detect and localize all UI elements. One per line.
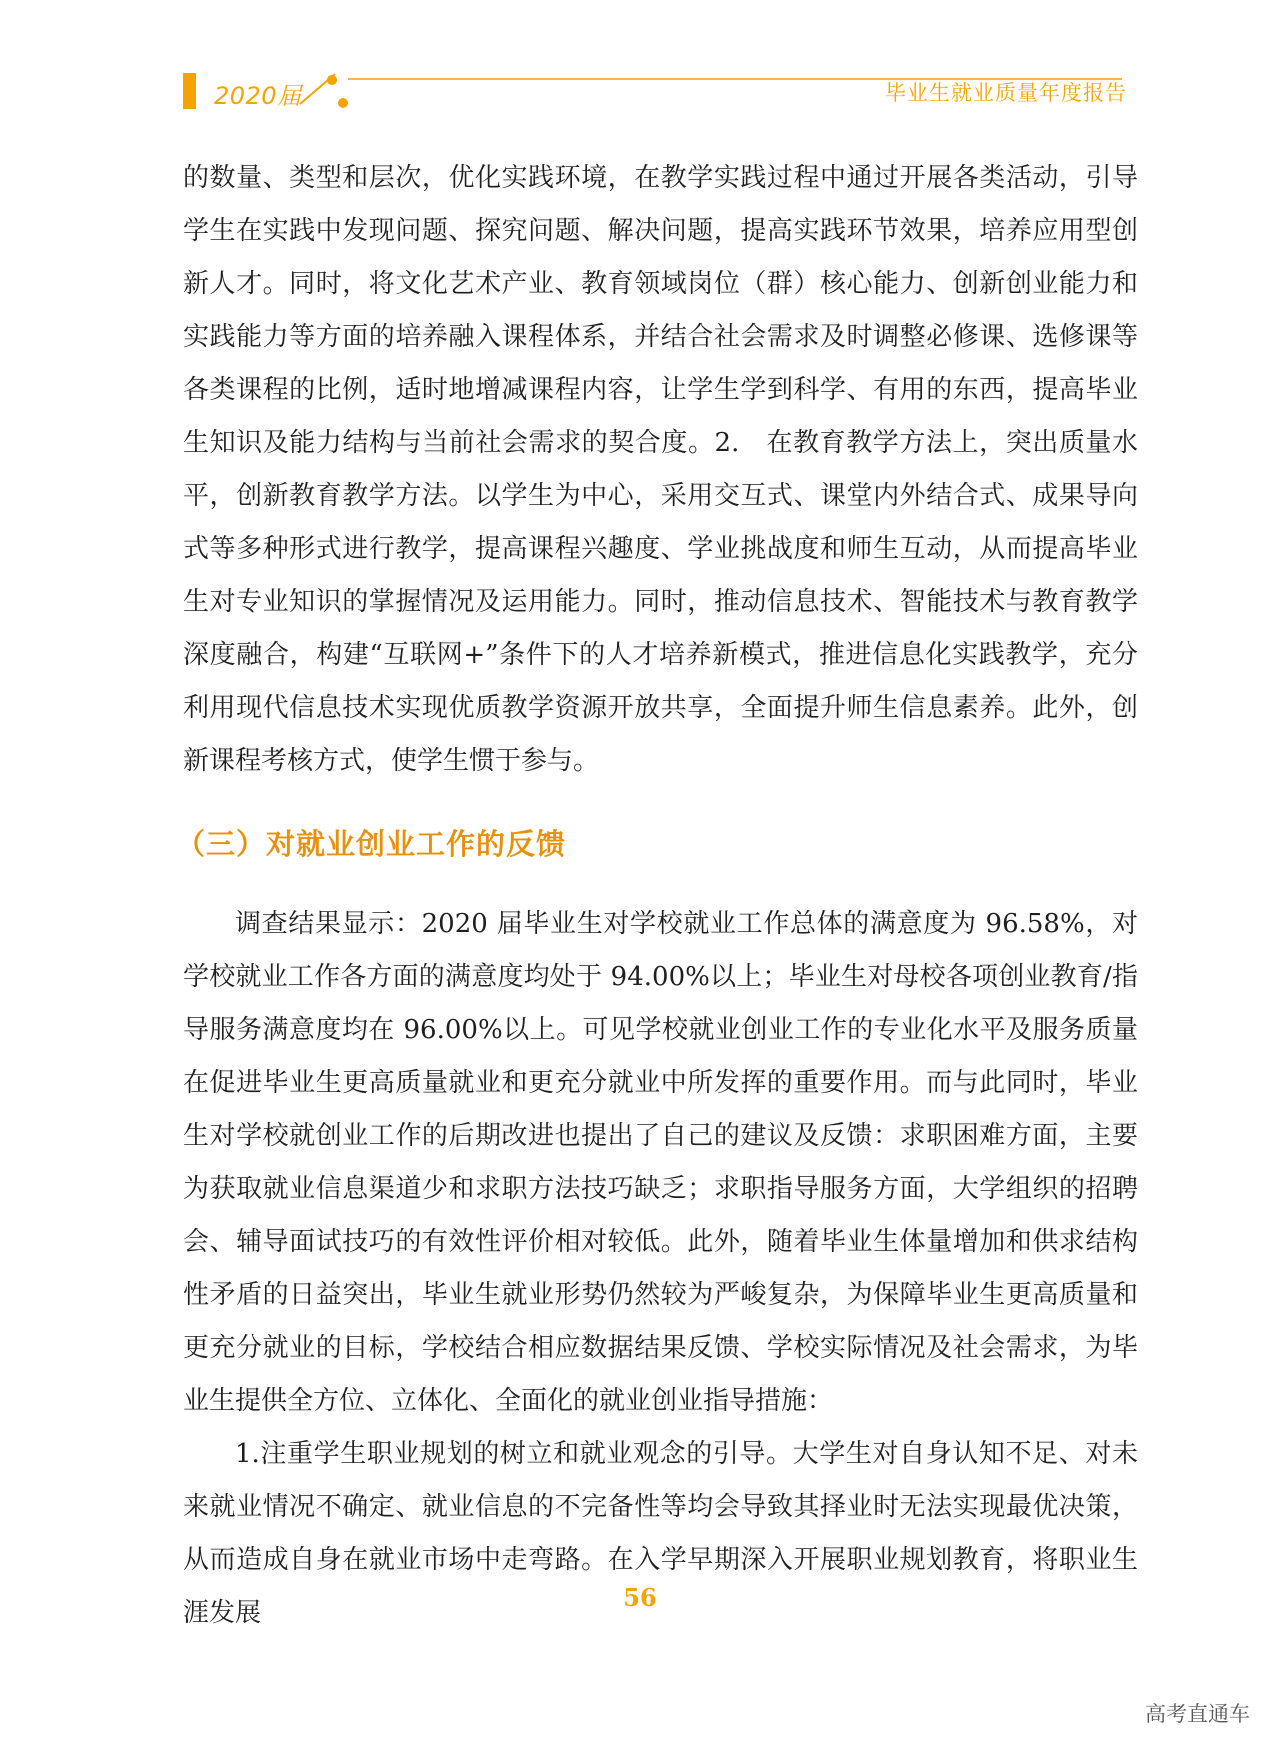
page-content — [176, 152, 1138, 1640]
header-year-label: 2020届 — [214, 82, 302, 110]
page-number: 56 — [623, 1583, 657, 1612]
measure-paragraph: 1.注重学生职业规划的树立和就业观念的引导。大学生对自身认知不足、对未来就业情况不确定、就业信息的不完备性等均会导致其择业时无法实现最优决策，从而造成自身在就业市场中走弯路。在入学早期深入开展职业规划教育，将职业生涯发展 — [183, 1439, 1138, 1628]
page-header — [0, 0, 1280, 130]
header-decoration — [0, 0, 1280, 130]
header-dot-upper — [327, 75, 337, 85]
continuation-paragraph: 的数量、类型和层次，优化实践环境，在教学实践过程中通过开展各类活动，引导学生在实践中发现问题、探究问题、解决问题，提高实践环节效果，培养应用型创新人才。同时，将文化艺术产业、教育领域岗位（群）核心能力、创新创业能力和实践能力等方面的培养融入课程体系，并结合社会需求及时调整必修课、选修课等各类课程的比例，适时地增减课程内容，让学生学到科学、有用的东西，提高毕业生知识及能力结构与当前社会需求的契合度。2. 在教育教学方法上，突出质量水平，创新教育教学方法。以学生为中心，采用交互式、课堂内外结合式、成果导向式等多种形式进行教学，提高课程兴趣度、学业挑战度和师生互动，从而提高毕业生对专业知识的掌握情况及运用能力。同时，推动信息技术、智能技术与教育教学深度融合，构建“互联网+”条件下的人才培养新模式，推进信息化实践教学，充分利用现代信息技术实现优质教学资源开放共享，全面提升师生信息素养。此外，创新课程考核方式，使学生惯于参与。 — [183, 163, 1138, 776]
header-report-title: 毕业生就业质量年度报告 — [885, 81, 1127, 105]
header-dot-lower — [338, 98, 348, 108]
survey-paragraph: 调查结果显示：2020 届毕业生对学校就业工作总体的满意度为 96.58%，对学校就业工作各方面的满意度均处于 94.00%以上；毕业生对母校各项创业教育/指导服务满意度均在 96.00%以上。可见学校就业创业工作的专业化水平及服务质量在促进毕业生更高质量就业和更充分就业中所发挥的重要作用。而与此同时，毕业生对学校就创业工作的后期改进也提出了自己的建议及反馈：求职困难方面，主要为获取就业信息渠道少和求职方法技巧缺乏；求职指导服务方面，大学组织的招聘会、辅导面试技巧的有效性评价相对较低。此外，随着毕业生体量增加和供求结构性矛盾的日益突出，毕业生就业形势仍然较为严峻复杂，为保障毕业生更高质量和更充分就业的目标，学校结合相应数据结果反馈、学校实际情况及社会需求，为毕业生提供全方位、立体化、全面化的就业创业指导措施： — [183, 909, 1138, 1416]
watermark: 高考直通车 — [1145, 1702, 1250, 1726]
section-title: （三）对就业创业工作的反馈 — [176, 827, 567, 861]
